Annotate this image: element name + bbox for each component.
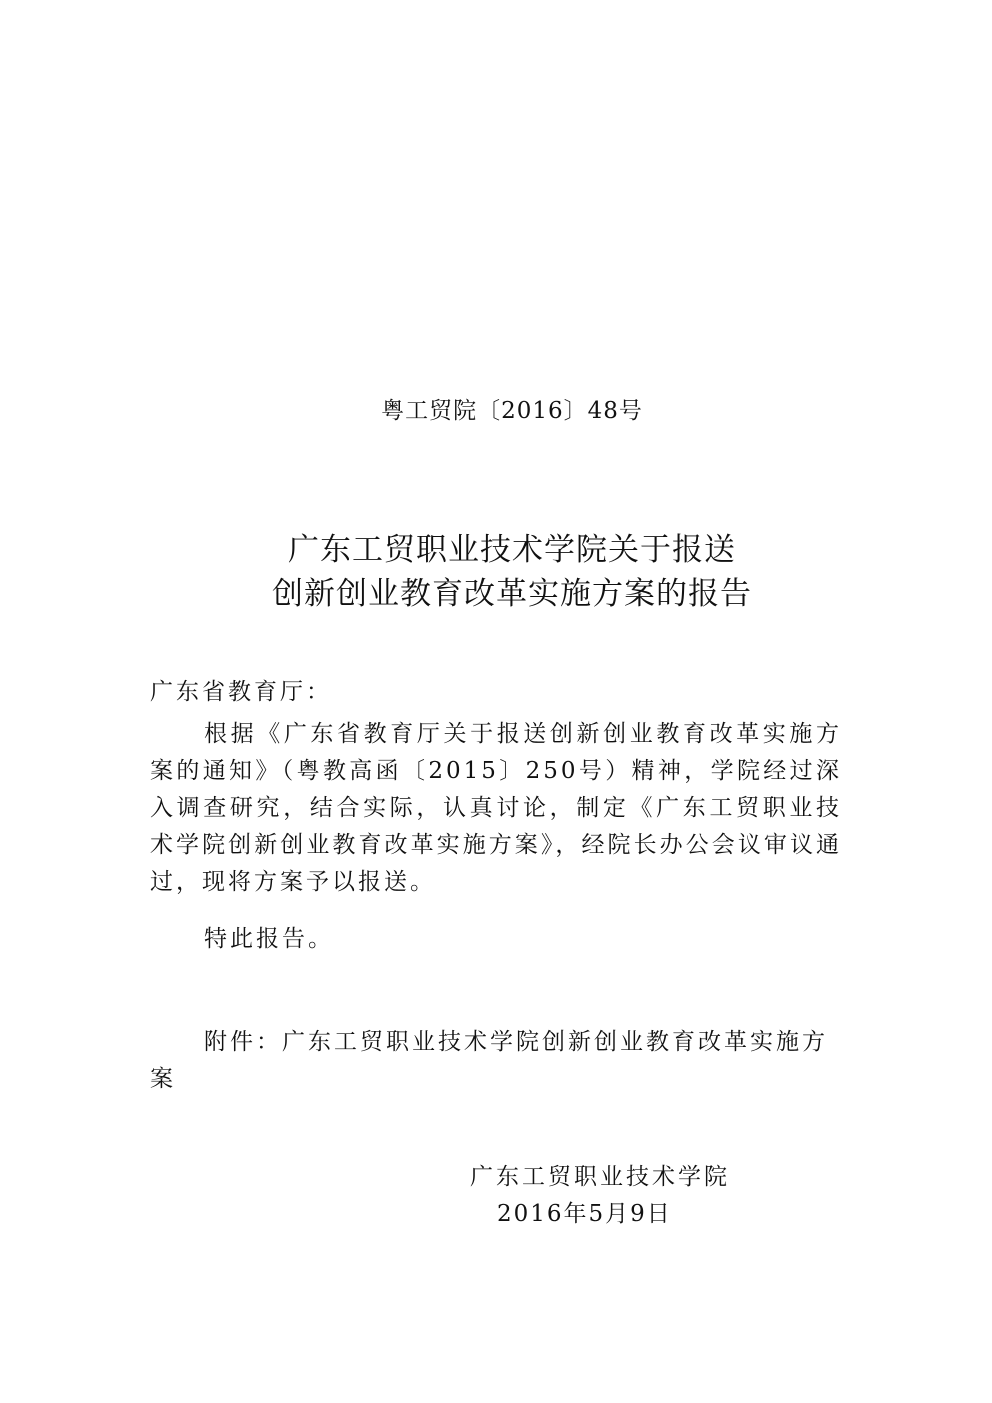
- signature-organization: 广东工贸职业技术学院: [470, 1164, 730, 1190]
- signature-date: 2016年5月9日: [497, 1201, 672, 1227]
- attachment-note: 附件：广东工贸职业技术学院创新创业教育改革实施方案: [150, 1029, 828, 1092]
- title-line-2: 创新创业教育改革实施方案的报告: [272, 576, 752, 612]
- document-number: 粤工贸院〔2016〕48号: [381, 398, 643, 424]
- salutation: 广东省教育厅：: [150, 679, 332, 705]
- closing-remark: 特此报告。: [204, 926, 334, 952]
- body-paragraph: 根据《广东省教育厅关于报送创新创业教育改革实施方案的通知》（粤教高函〔2015〕250号）精神，学院经过深入调查研究，结合实际，认真讨论，制定《广东工贸职业技术学院创新创业教育改革实施方案》，经院长办公会议审议通过，现将方案予以报送。: [150, 721, 842, 895]
- title-line-1: 广东工贸职业技术学院关于报送: [288, 532, 736, 568]
- document-title: [0, 528, 992, 616]
